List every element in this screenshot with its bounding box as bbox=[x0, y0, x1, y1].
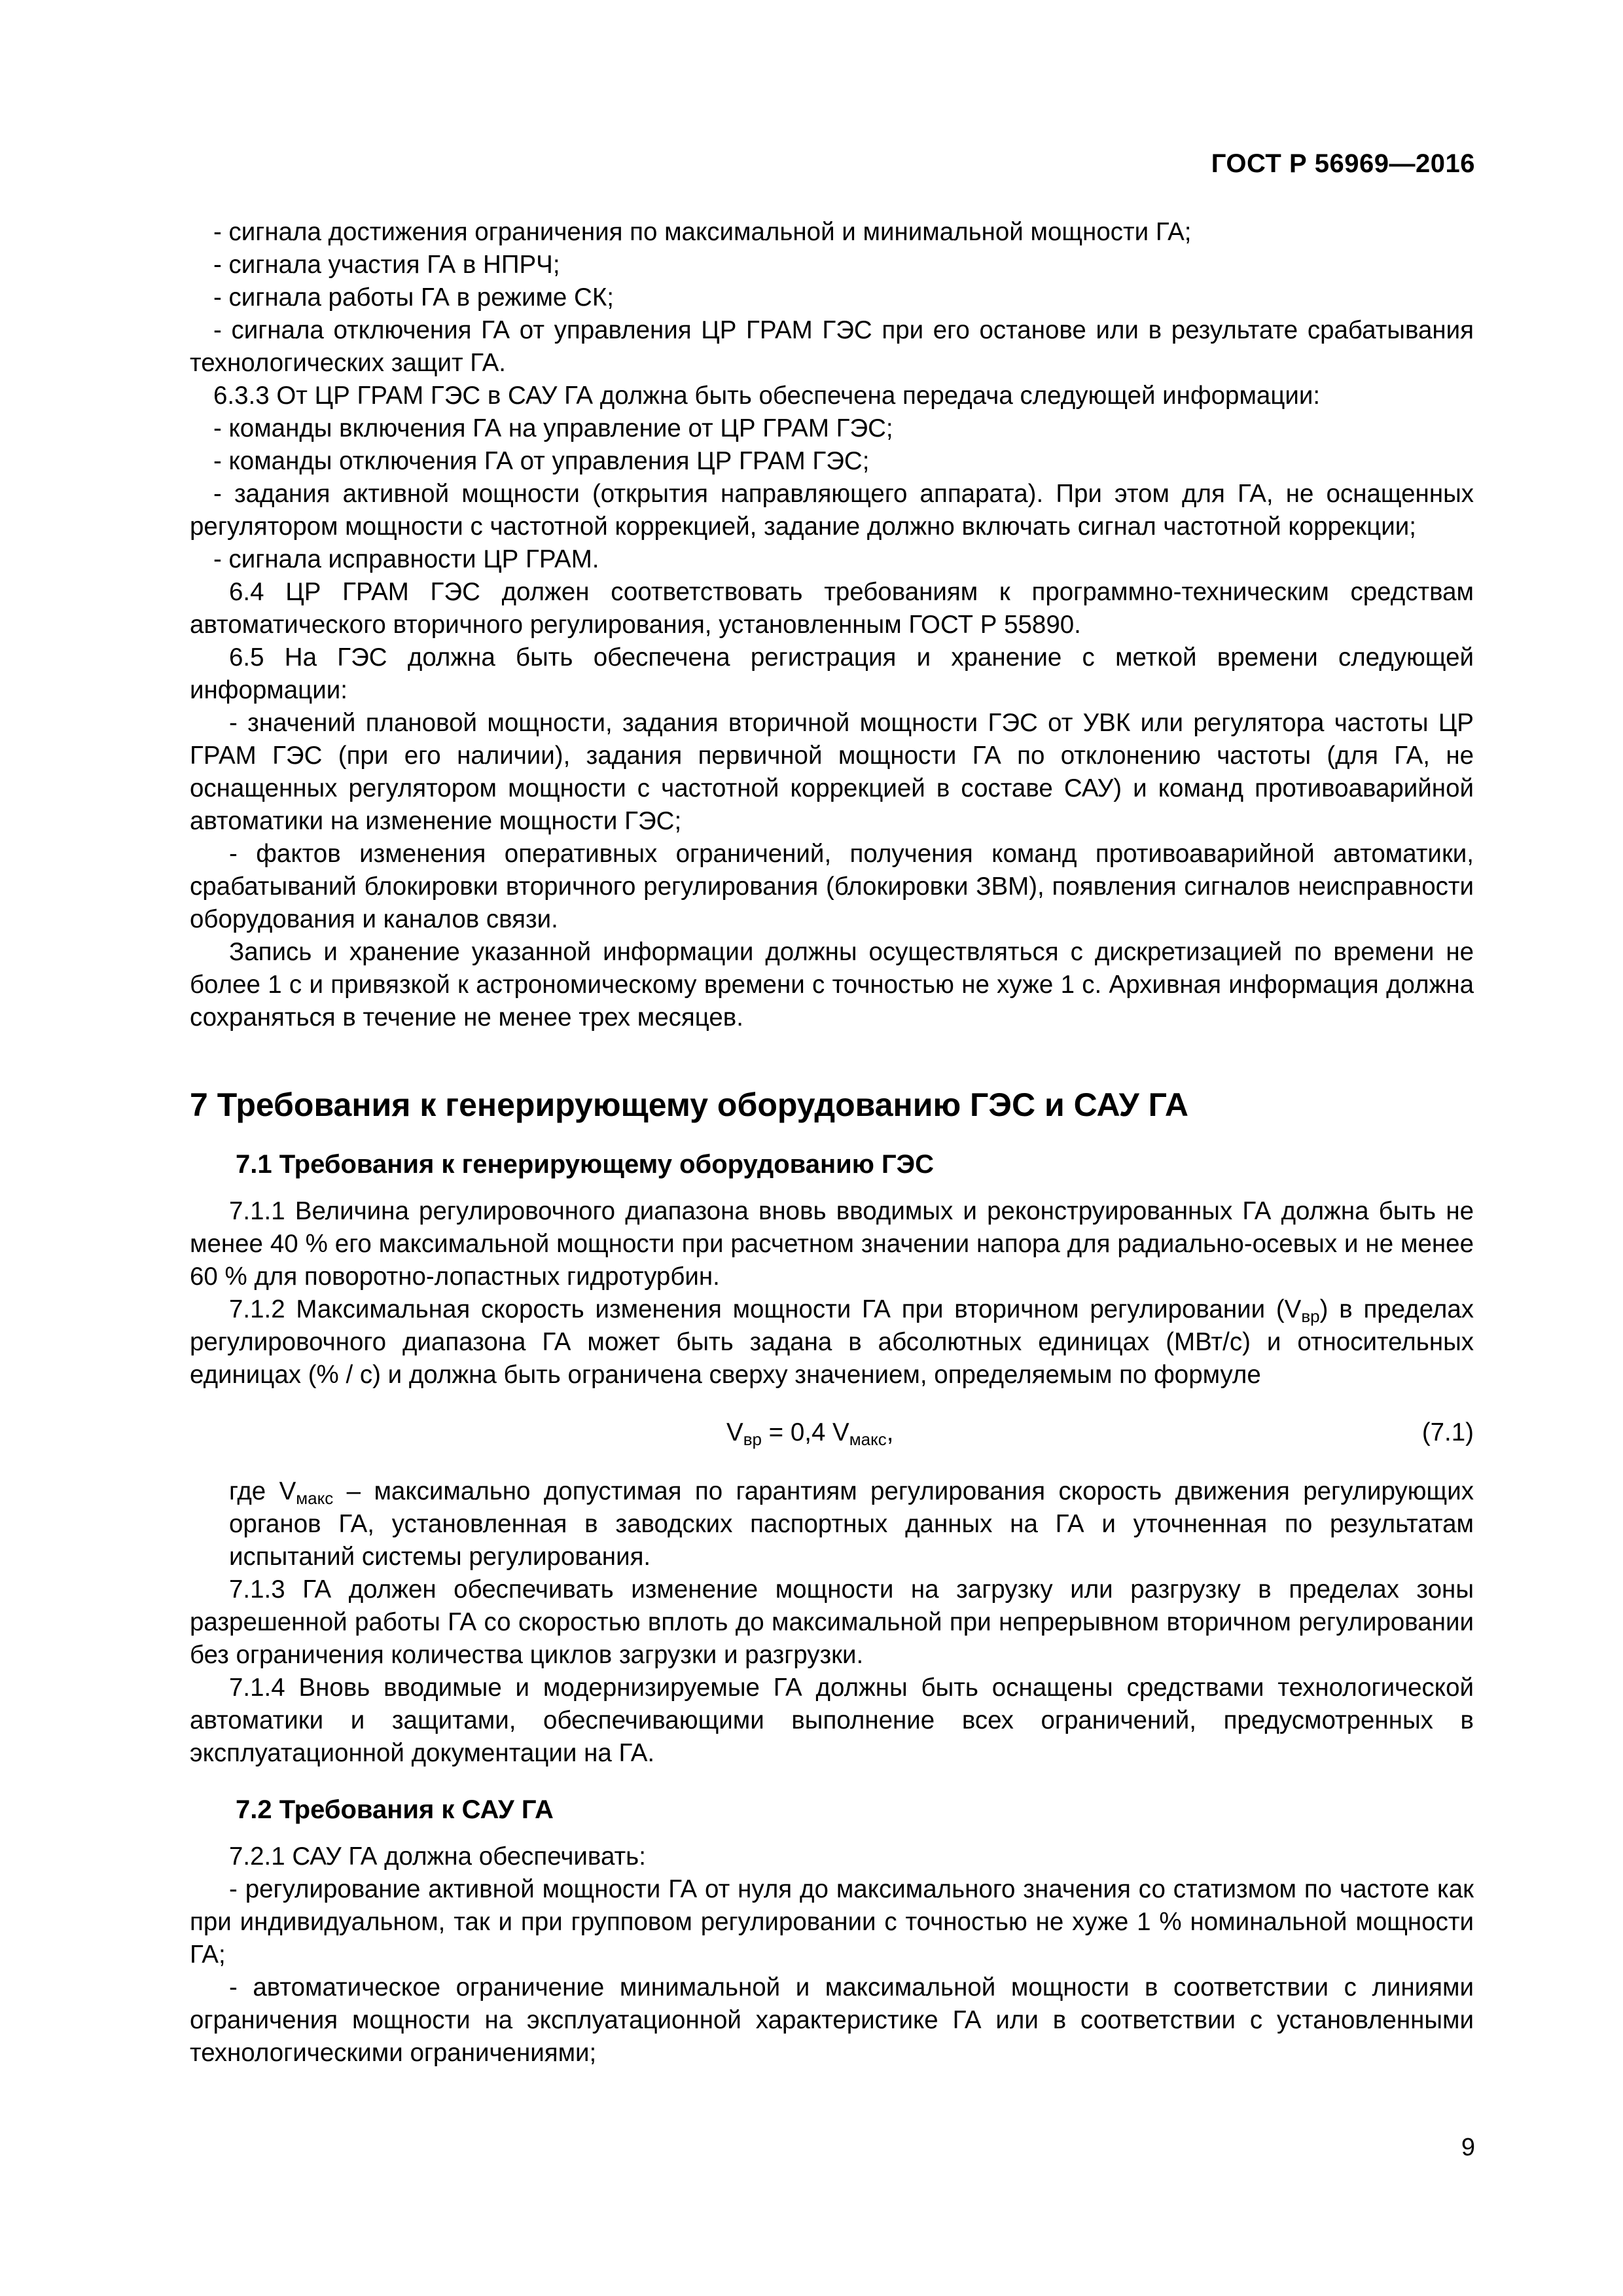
clause-7-1-1: 7.1.1 Величина регулировочного диапазона вновь вводимых и реконструированных ГА должна быть не менее 40 % его максимальной мощности при расчетном значении напора для радиально-осевых и не менее 60 % для поворотно-лопастных гидротурбин. bbox=[190, 1197, 1474, 1291]
clause-6-4: 6.4 ЦР ГРАМ ГЭС должен соответствовать требованиям к программно-техническим средствам автоматического вторичного регулирования, установленным ГОСТ Р 55890. bbox=[190, 578, 1474, 639]
section-7-2-title: 7.2 Требования к САУ ГА bbox=[236, 1795, 554, 1824]
list-item: - сигнала работы ГА в режиме СК; bbox=[213, 283, 614, 312]
list-item: - фактов изменения оперативных ограничений, получения команд противоаварийной автоматики, срабатываний блокировки вторичного регулирования (блокировки ЗВМ), появления сигналов неисправности оборудования и каналов связи. bbox=[190, 840, 1474, 933]
section-7-1-title: 7.1 Требования к генерирующему оборудованию ГЭС bbox=[236, 1150, 935, 1179]
list-item: - команды включения ГА на управление от ЦР ГРАМ ГЭС; bbox=[213, 414, 893, 442]
list-item: - задания активной мощности (открытия направляющего аппарата). При этом для ГА, не оснащенных регулятором мощности с частотной коррекцией, задание должно включать сигнал частотной коррекции; bbox=[190, 480, 1474, 541]
list-item: - автоматическое ограничение минимальной и максимальной мощности в соответствии с линиями ограничения мощности на эксплуатационной характеристике ГА или в соответствии с установленными технологическими ограничениями; bbox=[190, 1973, 1474, 2067]
formula-7-1 bbox=[190, 1416, 1474, 1449]
section-7-title: 7 Требования к генерирующему оборудованию ГЭС и САУ ГА bbox=[190, 1086, 1188, 1123]
formula-expression: $V_{вр} = 0,4$ $V_{макс}$, bbox=[726, 1418, 894, 1449]
document-body bbox=[190, 216, 1474, 2070]
list-item: - сигнала исправности ЦР ГРАМ. bbox=[213, 545, 599, 573]
list-item: - команды отключения ГА от управления ЦР ГРАМ ГЭС; bbox=[213, 447, 870, 475]
formula-number: (7.1) bbox=[1421, 1418, 1474, 1446]
clause-6-3-3: 6.3.3 От ЦР ГРАМ ГЭС в САУ ГА должна быть обеспечена передача следующей информации: bbox=[213, 382, 1321, 410]
list-item: - значений плановой мощности, задания вторичной мощности ГЭС от УВК или регулятора частоты ЦР ГРАМ ГЭС (при его наличии), задания первичной мощности ГА по отклонению частоты (для ГА, не оснащенных регулятором мощности с частотной коррекцией в составе САУ) и команд противоаварийной автоматики на изменение мощности ГЭС; bbox=[190, 709, 1474, 835]
page-number: 9 bbox=[1461, 2134, 1475, 2161]
list-item: - сигнала достижения ограничения по максимальной и минимальной мощности ГА; bbox=[213, 218, 1192, 246]
clause-6-5: 6.5 На ГЭС должна быть обеспечена регистрация и хранение с меткой времени следующей информации: bbox=[190, 643, 1474, 704]
clause-7-2-1: 7.2.1 САУ ГА должна обеспечивать: bbox=[229, 1842, 646, 1871]
paragraph: Запись и хранение указанной информации должны осуществляться с дискретизацией по времени не более 1 с и привязкой к астрономическому времени с точностью не хуже 1 с. Архивная информация должна сохраняться в течение не менее трех месяцев. bbox=[190, 938, 1474, 1031]
clause-7-1-4: 7.1.4 Вновь вводимые и модернизируемые ГА должны быть оснащены средствами технологической автоматики и защитами, обеспечивающими выполнение всех ограничений, предусмотренных в эксплуатационной документации на ГА. bbox=[190, 1674, 1474, 1767]
clause-7-1-2: 7.1.2 Максимальная скорость изменения мощности ГА при вторичном регулировании $(V_{вр})$ в пределах регулировочного диапазона ГА может быть задана в абсолютных единицах (МВт/с) и относительных единицах (% / с) и должна быть ограничена сверху значением, определяемым по формуле bbox=[190, 1295, 1474, 1389]
standard-header: ГОСТ Р 56969—2016 bbox=[1211, 149, 1475, 178]
formula-explanation: где $V_{макс}$ – максимально допустимая по гарантиям регулирования скорость движения регулирующих органов ГА, установленная в заводских паспортных данных на ГА и уточненная по результатам испытаний системы регулирования. bbox=[229, 1477, 1474, 1571]
list-item: - сигнала отключения ГА от управления ЦР ГРАМ ГЭС при его останове или в результате срабатывания технологических защит ГА. bbox=[190, 316, 1474, 377]
clause-7-1-3: 7.1.3 ГА должен обеспечивать изменение мощности на загрузку или разгрузку в пределах зоны разрешенной работы ГА со скоростью вплоть до максимальной при непрерывном вторичном регулировании без ограничения количества циклов загрузки и разгрузки. bbox=[190, 1575, 1474, 1669]
list-item: - регулирование активной мощности ГА от нуля до максимального значения со статизмом по частоте как при индивидуальном, так и при групповом регулировании с точностью не хуже 1 % номинальной мощности ГА; bbox=[190, 1875, 1474, 1969]
list-item: - сигнала участия ГА в НПРЧ; bbox=[213, 251, 560, 279]
